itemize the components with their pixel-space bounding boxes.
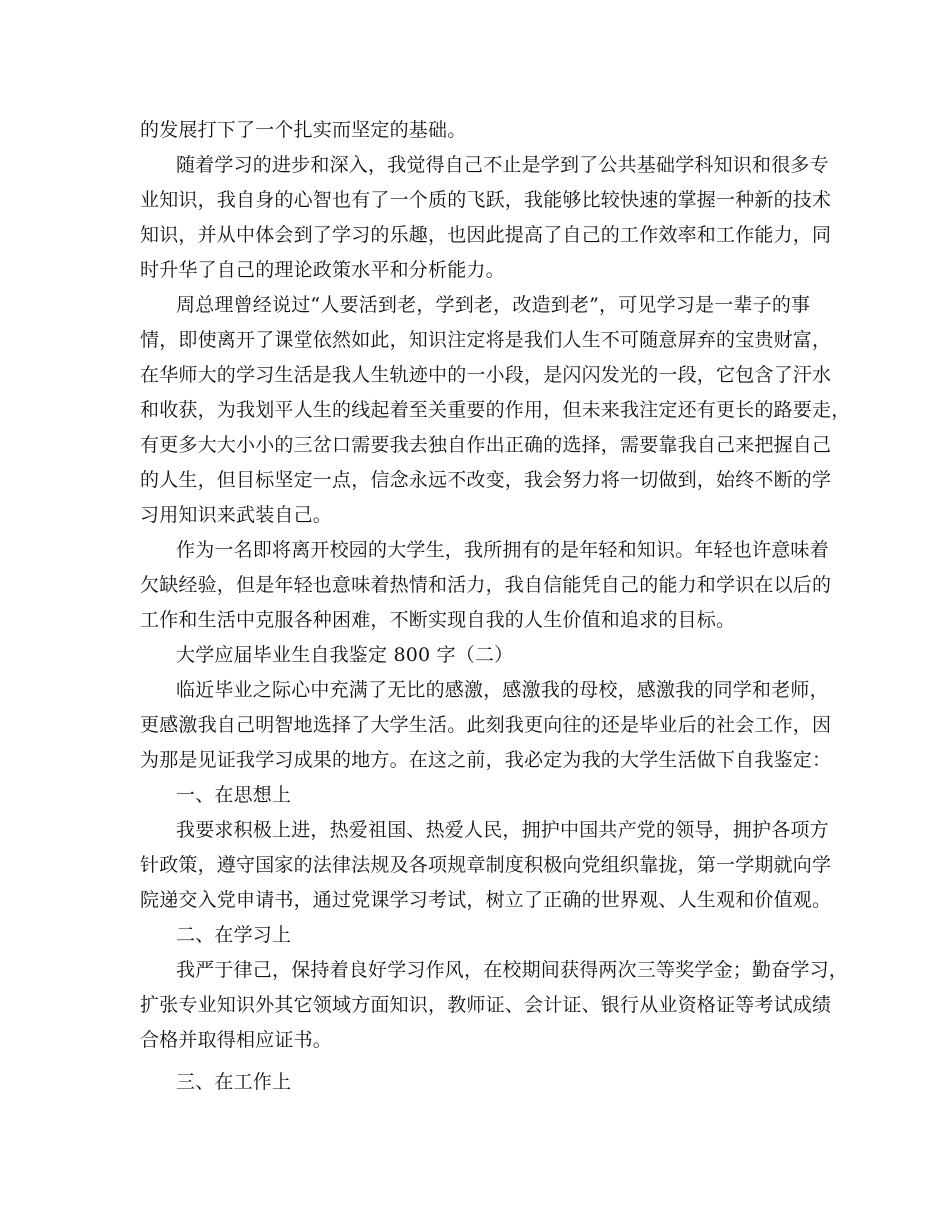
text-line-22: 针政策，遵守国家的法律法规及各项规章制度积极向党组织靠拢，第一学期就向学 — [140, 854, 832, 876]
text-line-13: 作为一名即将离开校园的大学生，我所拥有的是年轻和知识。年轻也许意味着 — [176, 539, 829, 561]
text-line-2: 随着学习的进步和深入，我觉得自己不止是学到了公共基础学科知识和很多专 — [176, 154, 829, 176]
subheading-work: 三、在工作上 — [176, 1071, 292, 1093]
text-line-18: 更感激我自己明智地选择了大学生活。此刻我更向往的还是毕业后的社会工作，因 — [140, 714, 832, 736]
text-line-25: 我严于律己，保持着良好学习作风，在校期间获得两次三等奖学金；勤奋学习， — [176, 959, 849, 981]
subheading-thought: 一、在思想上 — [176, 784, 292, 806]
text-line-6: 周总理曾经说过“人要活到老，学到老，改造到老”，可见学习是一辈子的事 — [176, 294, 811, 316]
text-line-14: 欠缺经验，但是年轻也意味着热情和活力，我自信能凭自己的能力和学识在以后的 — [140, 574, 832, 596]
text-line-27: 合格并取得相应证书。 — [140, 1029, 333, 1051]
text-line-15: 工作和生活中克服各种困难，不断实现自我的人生价值和追求的目标。 — [140, 609, 736, 631]
text-line-1: 的发展打下了一个扎实而坚定的基础。 — [140, 119, 467, 141]
text-line-3: 业知识，我自身的心智也有了一个质的飞跃，我能够比较快速的掌握一种新的技术 — [140, 189, 832, 211]
subheading-study: 二、在学习上 — [176, 924, 292, 946]
text-line-9: 和收获，为我划平人生的线起着至关重要的作用，但未来我注定还有更长的路要走， — [140, 399, 851, 421]
text-line-11: 的人生，但目标坚定一点，信念永远不改变，我会努力将一切做到，始终不断的学 — [140, 469, 832, 491]
text-line-19: 为那是见证我学习成果的地方。在这之前，我必定为我的大学生活做下自我鉴定： — [140, 749, 832, 771]
text-line-8: 在华师大的学习生活是我人生轨迹中的一小段，是闪闪发光的一段，它包含了汗水 — [140, 364, 832, 386]
text-line-12: 习用知识来武装自己。 — [140, 504, 333, 526]
text-line-21: 我要求积极上进，热爱祖国、热爱人民，拥护中国共产党的领导，拥护各项方 — [176, 819, 829, 841]
section-heading-two: 大学应届毕业生自我鉴定 800 字（二） — [176, 644, 514, 666]
text-line-17: 临近毕业之际心中充满了无比的感激，感激我的母校，感激我的同学和老师， — [176, 679, 829, 701]
text-line-26: 扩张专业知识外其它领域方面知识，教师证、会计证、银行从业资格证等考试成绩 — [140, 994, 832, 1016]
text-line-7: 情，即使离开了课堂依然如此，知识注定将是我们人生不可随意屏弃的宝贵财富， — [140, 329, 832, 351]
text-line-4: 知识，并从中体会到了学习的乐趣，也因此提高了自己的工作效率和工作能力，同 — [140, 224, 832, 246]
text-line-23: 院递交入党申请书，通过党课学习考试，树立了正确的世界观、人生观和价值观。 — [140, 889, 832, 911]
text-line-10: 有更多大大小小的三岔口需要我去独自作出正确的选择，需要靠我自己来把握自己 — [140, 434, 832, 456]
text-line-5: 时升华了自己的理论政策水平和分析能力。 — [140, 259, 505, 281]
